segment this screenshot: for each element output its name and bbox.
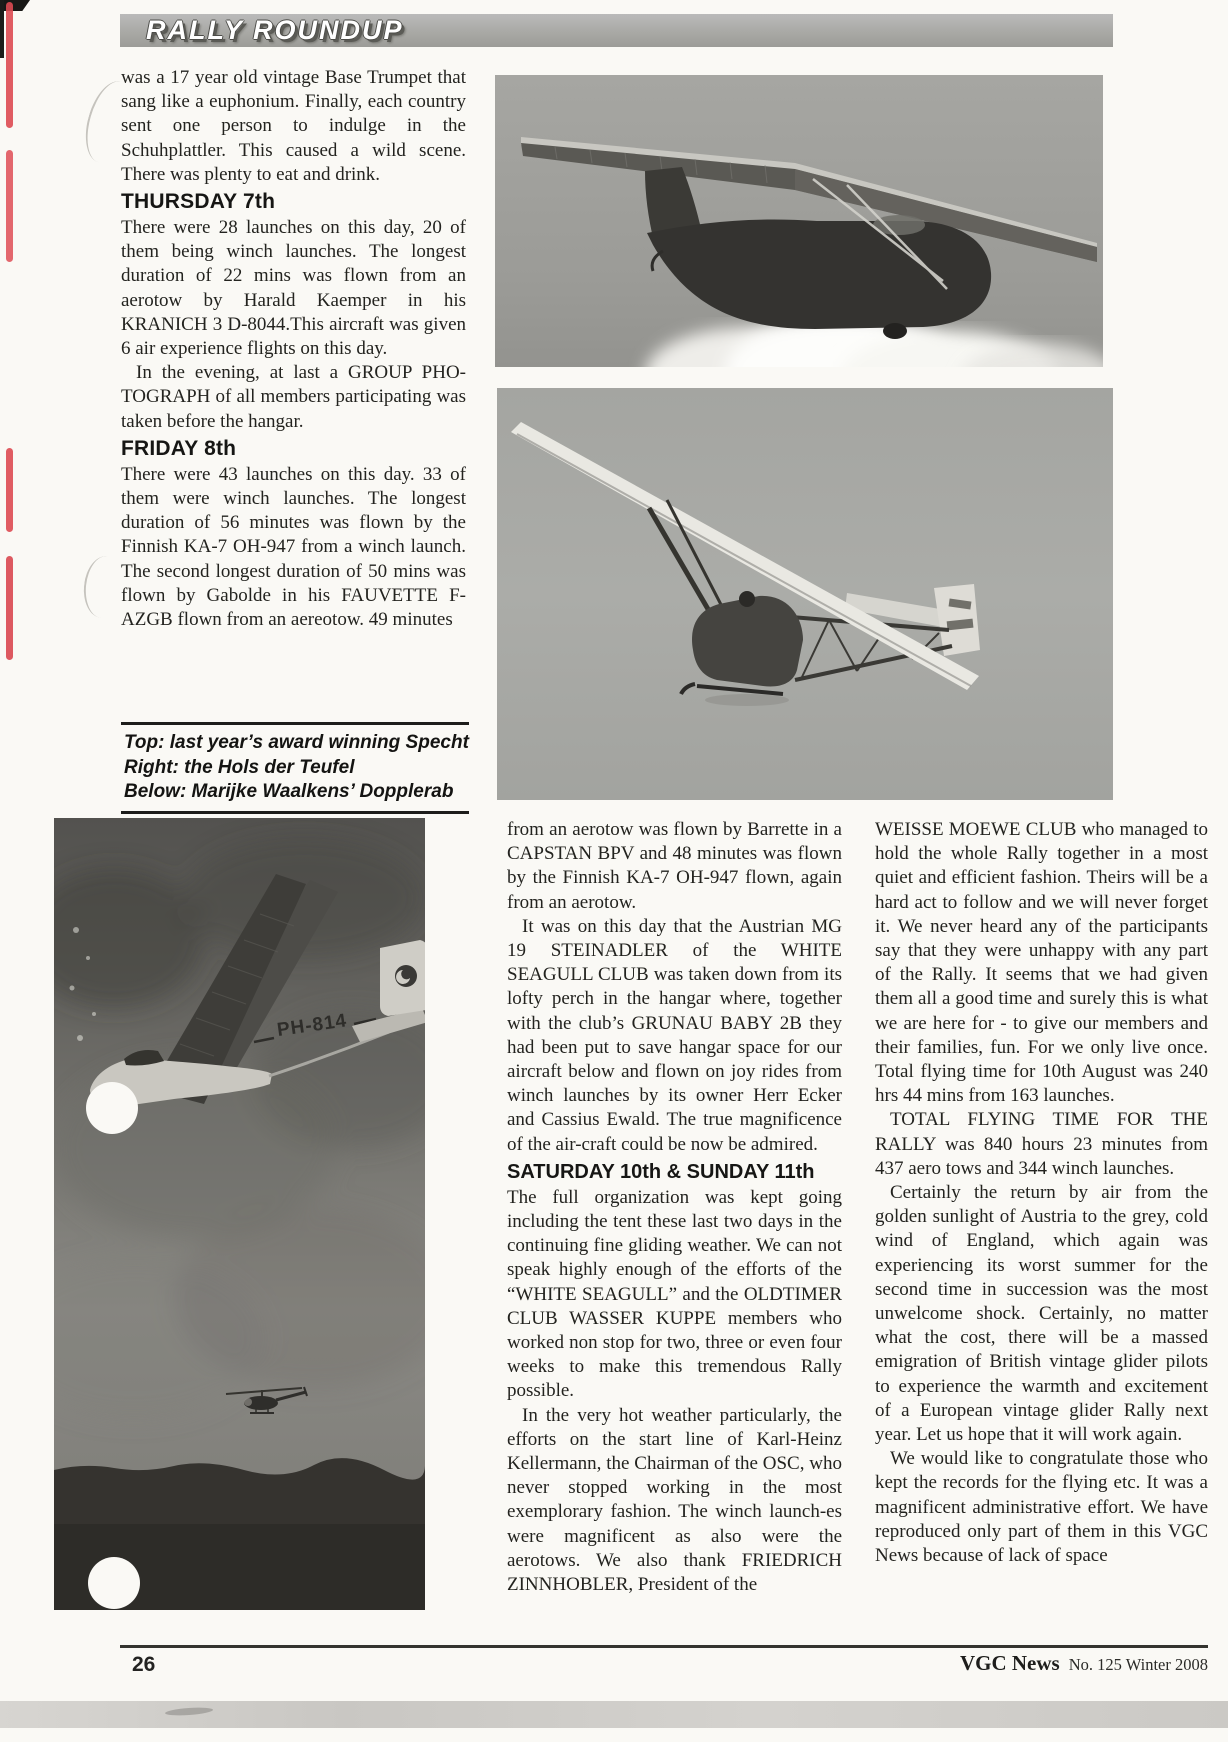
paragraph: WEISSE MOEWE CLUB who managed to hold the whole Rally together in a most quiet and efficient fashion. Theirs will be a hard act to follow and we will never forget it. We never heard any of the participants say that they were unhappy with any part of the Rally. It seems that we had given them all a good time and surely this is what we are here for - to give our members and their families, fun. For we only live once. Total flying time for 10th August was 240 hrs 44 mins from 163 launches. bbox=[875, 819, 1208, 1107]
caption-line: Right: the Hols der Teufel bbox=[124, 756, 355, 778]
paragraph: We would like to congratulate those who kept the records for the flying etc. It was a magnificent administrative effort. We have reproduced only part of them in this VGC News because of lack of space bbox=[875, 1448, 1208, 1567]
caption-line: Top: last year’s award winning Specht bbox=[124, 732, 469, 753]
photo-caption-box bbox=[121, 722, 469, 814]
paragraph: It was on this day that the Austrian MG 19 STEINADLER of the WHITE SEAGULL CLUB was taken down from its lofty perch in the hangar where, together with the club’s GRUNAU BABY 2B they had been put to save hangar space for our aircraft below and flown on joy rides from winch launches by its owner Herr Ecker and Cassius Ewald. The true magnificence of the air-craft could be now be admired. bbox=[507, 915, 842, 1155]
punch-hole bbox=[86, 1082, 138, 1134]
scan-artifact-red-mark bbox=[6, 556, 13, 660]
paragraph: There were 28 launches on this day, 20 of them being winch launches. The longest duration of 22 mins was flown from an aerotow by Harald Kaemper in his KRANICH 3 D-8044.This aircraft was given 6 air experience flights on this day. bbox=[121, 217, 466, 360]
paragraph: The full organization was kept going including the tent these last two days in the continuing fine gliding weather. We can not speak highly enough of the efforts of the “WHITE SEAGULL” and the OLDTIMER CLUB WASSER KUPPE members who worked non stop for two, three or even four weeks to make this tremendous Rally possible. bbox=[507, 1186, 842, 1402]
paragraph: was a 17 year old vintage Base Trumpet that sang like a euphonium. Finally, each country sent one person to indulge in the Schuhplattler. This caused a wild scene. There was plenty to eat and drink. bbox=[121, 67, 466, 185]
specht-glider-photo bbox=[495, 75, 1103, 367]
right-text-column bbox=[875, 818, 1208, 1568]
scan-edge-mark bbox=[0, 0, 4, 58]
glider-pod-fuselage bbox=[692, 596, 803, 687]
footer-journal-line bbox=[875, 1651, 1208, 1676]
scan-corner-mark bbox=[0, 0, 30, 11]
dopplerab-glider-photo bbox=[54, 818, 425, 1610]
left-text-column bbox=[121, 66, 466, 632]
journal-name: VGC News bbox=[959, 1651, 1060, 1675]
section-heading: THURSDAY 7th bbox=[121, 190, 276, 214]
paragraph: In the very hot weather particularly, the efforts on the start line of Karl-Heinz Kellermann, the Chairman of the OSC, who never stopped working in the most exemplorary fashion. The winch launch-es were magnificent as also were the aerotows. We also thank FRIEDRICH ZINNHOBLER, President of the bbox=[507, 1404, 842, 1596]
paragraph: There were 43 launches on this day. 33 of them were winch launches. The longest duration of 56 minutes was flown by the Finnish KA-7 OH-947 from a winch launch. The second longest duration of 50 mins was flown by Gabolde in his FAUVETTE F-AZGB flown from an aereotow. 49 minutes bbox=[121, 463, 466, 631]
section-banner bbox=[120, 14, 1113, 47]
punch-hole bbox=[88, 1557, 140, 1609]
hols-der-teufel-glider-photo bbox=[497, 388, 1113, 800]
paragraph: In the evening, at last a GROUP PHO-TOGRAPH of all members participating was taken before the hangar. bbox=[121, 362, 466, 432]
paragraph: from an aerotow was flown by Barrette in a CAPSTAN BPV and 48 minutes was flown by the Finnish KA-7 OH-947 flown, again from an aerotow. bbox=[507, 819, 842, 913]
pod-shadow bbox=[705, 694, 789, 706]
paragraph: Certainly the return by air from the golden sunlight of Austria to the grey, cold wind of England, which again was experiencing its worst summer for the second time in succession was the most unwelcome shock. Certainly, no matter what the cost, there will be a massed emigration of British vintage glider pilots to experience the warmth and excitement of a European vintage glider Rally next year. Let us hope that it will work again. bbox=[875, 1182, 1208, 1446]
scan-artifact-red-mark bbox=[6, 2, 13, 128]
middle-text-column bbox=[507, 818, 842, 1597]
glider-registration: PH-814 bbox=[275, 1010, 349, 1041]
glider-wheel bbox=[883, 323, 907, 339]
pilot-head bbox=[739, 591, 755, 607]
scan-artifact-red-mark bbox=[6, 448, 13, 532]
section-heading: FRIDAY 8th bbox=[121, 436, 237, 460]
paragraph: TOTAL FLYING TIME FOR THE RALLY was 840 hours 23 minutes from 437 aero tows and 344 winch launches. bbox=[875, 1109, 1208, 1179]
issue-info: No. 125 Winter 2008 bbox=[1068, 1655, 1208, 1674]
footer-rule bbox=[120, 1645, 1208, 1648]
section-banner-title: RALLY ROUNDUP bbox=[146, 15, 404, 45]
page-number: 26 bbox=[132, 1653, 156, 1676]
scan-artifact-red-mark bbox=[6, 150, 13, 262]
caption-line: Below: Marijke Waalkens’ Dopplerab bbox=[124, 781, 454, 802]
section-heading: SATURDAY 10th & SUNDAY 11th bbox=[507, 1160, 815, 1183]
